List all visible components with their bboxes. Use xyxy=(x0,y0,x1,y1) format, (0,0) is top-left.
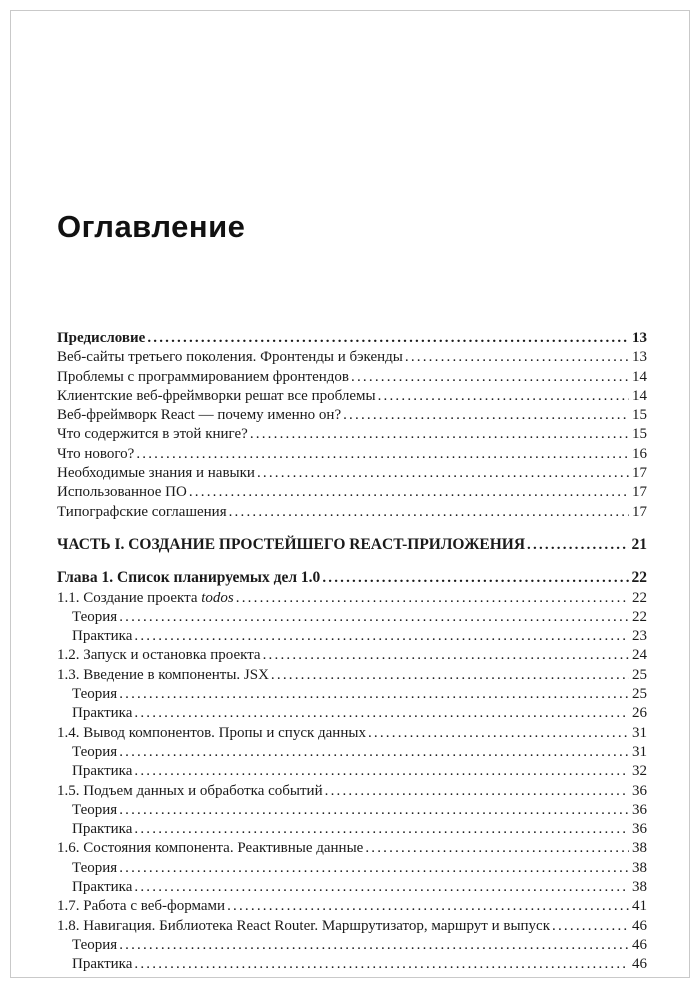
toc-entry xyxy=(57,724,647,743)
toc-entry-label: Практика xyxy=(72,879,133,896)
toc-entry xyxy=(57,568,647,588)
toc-entry-label: Использованное ПО xyxy=(57,484,187,501)
toc-entry xyxy=(57,627,647,646)
toc-entry-label: 1.5. Подъем данных и обработка событий xyxy=(57,782,323,799)
toc-entry-label: Практика xyxy=(72,628,133,645)
toc-entry-label: Что содержится в этой книге? xyxy=(57,426,248,443)
toc-entry-label: Типографские соглашения xyxy=(57,503,227,520)
toc-dot-leader xyxy=(257,464,629,483)
toc-entry-label: Веб-сайты третьего поколения. Фронтенды и бэкенды xyxy=(57,349,403,366)
toc-entry-label: 1.4. Вывод компонентов. Пропы и спуск данных xyxy=(57,724,366,741)
toc-entry-label: Проблемы с программированием фронтендов xyxy=(57,368,350,385)
toc-entry xyxy=(57,445,647,464)
toc-entry-label: Клиентские веб-фреймворки решат все проблемы xyxy=(57,387,376,404)
toc-entry xyxy=(57,535,647,555)
toc-dot-leader xyxy=(552,917,629,936)
toc-entry xyxy=(57,589,647,608)
toc-entry-page: 25 xyxy=(632,666,647,683)
toc-dot-leader xyxy=(263,646,629,665)
toc-entry xyxy=(57,743,647,762)
toc-entry-label: Теория xyxy=(72,859,118,876)
toc-entry-label: Практика xyxy=(72,763,133,780)
toc-entry-page: 13 xyxy=(632,330,647,346)
toc-entry-label: Теория xyxy=(72,801,118,818)
toc-entry xyxy=(57,782,647,801)
toc-dot-leader xyxy=(119,936,629,955)
toc-entry-label: 1.2. Запуск и остановка проекта xyxy=(57,647,261,664)
toc-entry-page: 21 xyxy=(631,535,647,553)
toc-entry-label: 1.1. Создание проекта todos xyxy=(57,589,234,606)
toc-entry-page: 17 xyxy=(632,503,647,520)
toc-entry-label: Практика xyxy=(72,821,133,838)
toc-entry-label: Что нового? xyxy=(57,445,135,462)
toc-entry-page: 38 xyxy=(632,840,647,857)
toc-list xyxy=(57,329,647,975)
toc-entry xyxy=(57,483,647,502)
toc-entry-label: 1.8. Навигация. Библиотека React Router. Маршрутизатор, маршрут и выпуск xyxy=(57,917,551,934)
toc-entry xyxy=(57,897,647,916)
toc-entry-label: Необходимые знания и навыки xyxy=(57,465,255,482)
toc-dot-leader xyxy=(189,483,629,502)
toc-entry-label: Веб-фреймворк React — почему именно он? xyxy=(57,407,342,424)
toc-entry xyxy=(57,666,647,685)
toc-entry xyxy=(57,368,647,387)
toc-entry-page: 14 xyxy=(632,368,647,385)
toc-entry-page: 26 xyxy=(632,705,647,722)
book-page xyxy=(10,10,690,978)
toc-entry xyxy=(57,406,647,425)
toc-entry-page: 46 xyxy=(632,956,647,973)
toc-entry-page: 25 xyxy=(632,686,647,703)
toc-dot-leader xyxy=(378,387,629,406)
toc-entry xyxy=(57,955,647,974)
toc-entry-page: 38 xyxy=(632,879,647,896)
toc-entry-label: 1.6. Состояния компонента. Реактивные данные xyxy=(57,840,364,857)
toc-dot-leader xyxy=(119,801,629,820)
toc-dot-leader xyxy=(134,820,629,839)
toc-entry xyxy=(57,464,647,483)
toc-dot-leader xyxy=(325,782,629,801)
toc-dot-leader xyxy=(119,743,629,762)
toc-entry-page: 15 xyxy=(632,426,647,443)
toc-entry-page: 31 xyxy=(632,743,647,760)
toc-entry xyxy=(57,820,647,839)
toc-entry xyxy=(57,839,647,858)
toc-entry-page: 14 xyxy=(632,387,647,404)
toc-entry-page: 31 xyxy=(632,724,647,741)
toc-entry-page: 41 xyxy=(632,898,647,915)
toc-dot-leader xyxy=(134,627,629,646)
toc-entry xyxy=(57,859,647,878)
toc-entry-page: 23 xyxy=(632,628,647,645)
toc-dot-leader xyxy=(365,839,629,858)
toc-entry xyxy=(57,762,647,781)
toc-entry xyxy=(57,917,647,936)
toc-entry xyxy=(57,608,647,627)
toc-entry-page: 17 xyxy=(632,484,647,501)
toc-entry-label: ЧАСТЬ I. СОЗДАНИЕ ПРОСТЕЙШЕГО REACT-ПРИЛОЖЕНИЯ xyxy=(57,535,526,553)
toc-entry-label: Практика xyxy=(72,956,133,973)
toc-entry-page: 46 xyxy=(632,917,647,934)
toc-entry-label: Практика xyxy=(72,705,133,722)
toc-entry xyxy=(57,348,647,367)
toc-dot-leader xyxy=(134,704,629,723)
toc-entry-page: 17 xyxy=(632,465,647,482)
toc-entry-label: Теория xyxy=(72,936,118,953)
toc-entry xyxy=(57,704,647,723)
toc-entry xyxy=(57,425,647,444)
toc-dot-leader xyxy=(250,425,629,444)
toc-entry-page: 46 xyxy=(632,936,647,953)
toc-dot-leader xyxy=(229,503,629,522)
toc-dot-leader xyxy=(405,348,629,367)
toc-dot-leader xyxy=(136,445,629,464)
toc-entry-page: 36 xyxy=(632,801,647,818)
toc-dot-leader xyxy=(527,535,628,555)
toc-dot-leader xyxy=(271,666,629,685)
toc-dot-leader xyxy=(351,368,629,387)
toc-entry-label: 1.7. Работа с веб-формами xyxy=(57,898,226,915)
toc-entry-page: 22 xyxy=(632,608,647,625)
toc-entry xyxy=(57,329,647,348)
toc-dot-leader xyxy=(134,955,629,974)
toc-dot-leader xyxy=(119,859,629,878)
toc-dot-leader xyxy=(147,329,629,348)
toc-dot-leader xyxy=(236,589,629,608)
toc-entry-page: 22 xyxy=(632,589,647,606)
toc-entry xyxy=(57,503,647,522)
toc-dot-leader xyxy=(343,406,629,425)
toc-entry-page: 36 xyxy=(632,782,647,799)
toc-entry-label: Теория xyxy=(72,608,118,625)
toc-entry-label: Предисловие xyxy=(57,330,146,346)
toc-dot-leader xyxy=(134,878,629,897)
toc-entry xyxy=(57,646,647,665)
toc-entry-label: Теория xyxy=(72,743,118,760)
toc-entry xyxy=(57,387,647,406)
toc-entry-page: 36 xyxy=(632,821,647,838)
toc-entry-page: 24 xyxy=(632,647,647,664)
toc-entry-page: 22 xyxy=(631,569,647,587)
toc-entry-page: 38 xyxy=(632,859,647,876)
toc-dot-leader xyxy=(134,762,629,781)
toc-entry-page: 13 xyxy=(632,349,647,366)
toc-dot-leader xyxy=(368,724,629,743)
toc-entry-label: 1.3. Введение в компоненты. JSX xyxy=(57,666,269,683)
toc-dot-leader xyxy=(119,608,629,627)
toc-dot-leader xyxy=(119,685,629,704)
toc-entry-page: 32 xyxy=(632,763,647,780)
toc-entry xyxy=(57,801,647,820)
toc-entry xyxy=(57,878,647,897)
toc-entry-page: 15 xyxy=(632,407,647,424)
page-title: Оглавление xyxy=(57,209,246,244)
toc-entry xyxy=(57,936,647,955)
toc-entry-page: 16 xyxy=(632,445,647,462)
toc-entry xyxy=(57,685,647,704)
toc-dot-leader xyxy=(322,568,628,588)
toc-dot-leader xyxy=(227,897,629,916)
toc-entry-label: Глава 1. Список планируемых дел 1.0 xyxy=(57,569,321,587)
toc-entry-label: Теория xyxy=(72,686,118,703)
